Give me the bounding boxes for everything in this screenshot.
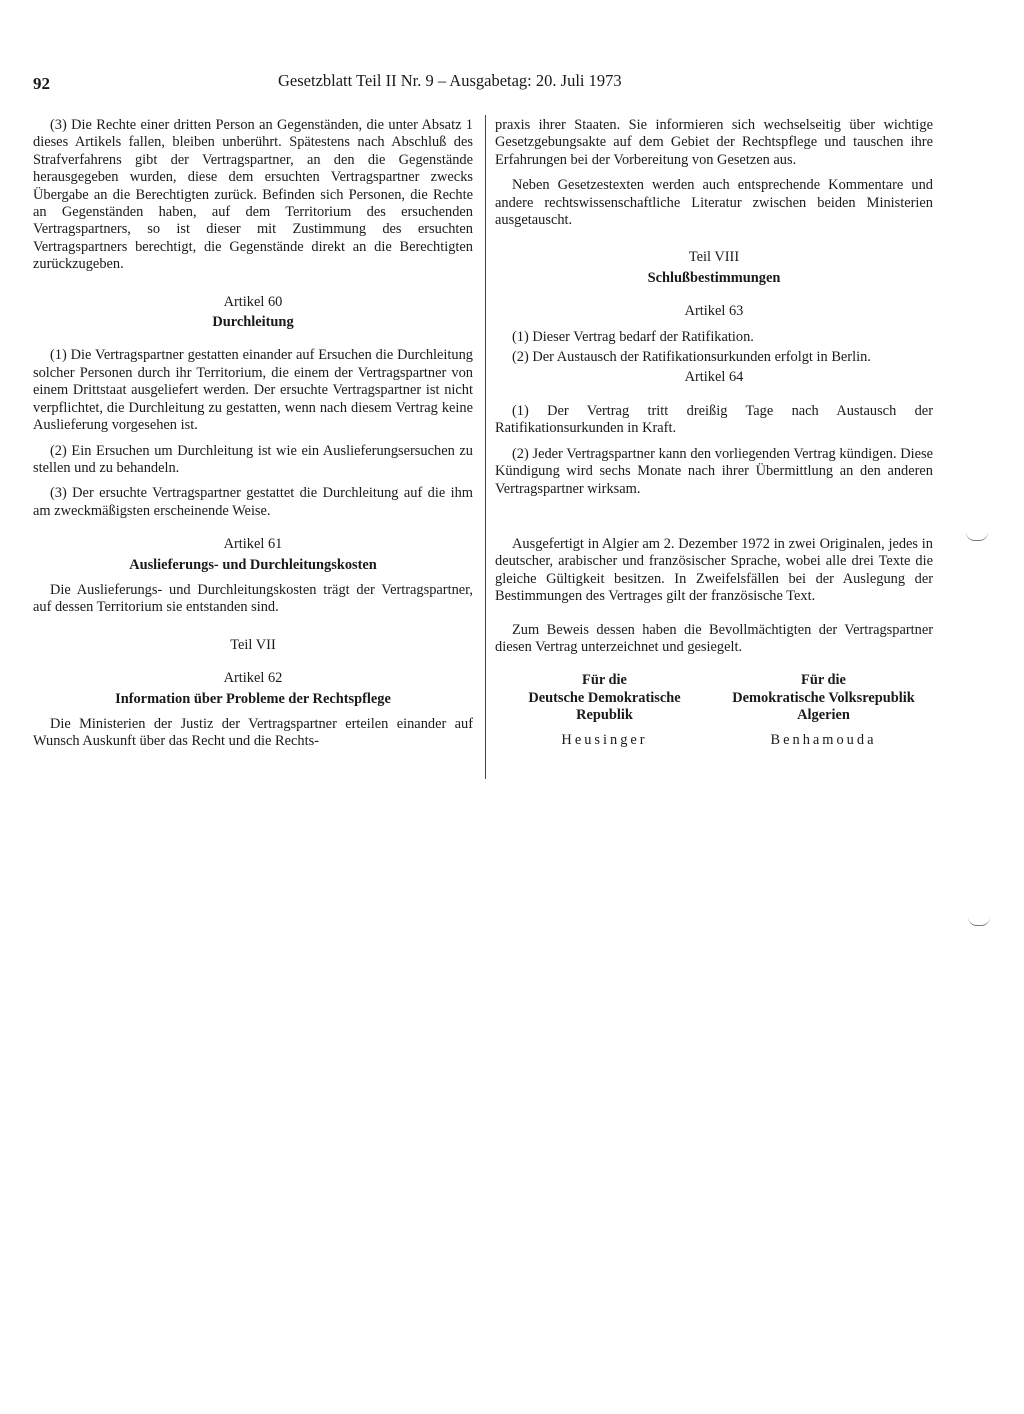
article-64-heading: Artikel 64 [684,369,744,386]
article-64-paragraph-1: (1) Der Vertrag tritt dreißig Tage nach Austausch der Ratifikationsurkunden in Kraft. [495,402,933,437]
column-divider [485,115,486,779]
article-64-paragraph-2: (2) Jeder Vertragspartner kann den vorliegenden Vertrag kündigen. Diese Kündigung wird sechs Monate nach ihrer Übermittlung an den anderen Vertragspartner wirksam. [495,445,933,497]
signature-blocks [495,672,933,749]
part-7-heading: Teil VII [230,636,276,653]
article-61-text: Die Auslieferungs- und Durchleitungskosten trägt der Vertragspartner, auf dessen Territorium sie entstanden sind. [33,581,473,616]
signatory-name: Heusinger [561,731,648,748]
left-column [33,117,473,751]
article-60-paragraph-1: (1) Die Vertragspartner gestatten einander auf Ersuchen die Durchleitung solcher Personen durch ihr Territorium, die einem der Vertragspartner von einem Drittstaat ausgeliefert werden. Der ersuchte Vertragspartner ist nicht verpflichtet, die Durchleitung zu gestatten, wenn nach diesem Vertrag keine Auslieferung vorgesehen ist. [33,347,473,434]
article-62-text-continued: praxis ihrer Staaten. Sie informieren sich wechselseitig über wichtige Gesetzgebungsakte auf dem Gebiet der Rechtspflege und tauschen ihre Erfahrungen bei der Vorbereitung von Gesetzen aus. [495,117,933,168]
scan-mark [966,532,988,541]
article-61-title: Auslieferungs- und Durchleitungskosten [129,556,377,573]
signatory-name: Benhamouda [770,731,877,748]
article-63-paragraph-1: (1) Dieser Vertrag bedarf der Ratifikation. [512,328,754,345]
article-62-heading: Artikel 62 [223,670,283,687]
article-62-title: Information über Probleme der Rechtspflege [115,690,391,707]
signature-block-gdr [505,672,705,749]
scan-mark [968,917,990,926]
right-column [495,117,933,749]
article-61-heading: Artikel 61 [223,536,283,553]
article-60-title: Durchleitung [212,314,294,331]
part-8-title: Schlußbestimmungen [647,269,781,286]
article-59-paragraph-3: (3) Die Rechte einer dritten Person an Gegenständen, die unter Absatz 1 dieses Artikels fallen, bleiben unberührt. Spätestens nach Abschluß des Strafverfahrens gibt der Vertragspartner, an den die Gegenstände herausgegeben wurden, diese dem ersuchten Vertragspartner zwecks Übergabe an die Berechtigten zurück. Befinden sich Personen, die Rechte an Gegenständen haben, auf dem Territorium des ersuchenden Vertragspartners, so ist dieser mit Zustimmung des ersuchten Vertragspartners berechtigt, die Gegenstände direkt an die Berechtigten zurückzugeben. [33,117,473,273]
article-62-text-start: Die Ministerien der Justiz der Vertragspartner erteilen einander auf Wunsch Auskunft über das Recht und die Rechts- [33,715,473,750]
party-line-3: Algerien [797,707,850,724]
article-63-paragraph-2: (2) Der Austausch der Ratifikationsurkunden erfolgt in Berlin. [512,349,871,366]
article-63-heading: Artikel 63 [684,303,744,320]
party-line-3: Republik [576,707,633,724]
party-line-2: Demokratische Volksrepublik [732,689,915,706]
witness-clause: Zum Beweis dessen haben die Bevollmächtigten der Vertragspartner diesen Vertrag unterzeichnet und gesiegelt. [495,621,933,655]
page-number: 92 [33,74,50,93]
running-head: Gesetzblatt Teil II Nr. 9 – Ausgabetag: 20. Juli 1973 [278,71,622,90]
article-60-paragraph-3: (3) Der ersuchte Vertragspartner gestattet die Durchleitung auf die ihm am zweckmäßigsten erscheinende Weise. [33,485,473,519]
part-8-heading: Teil VIII [688,249,740,266]
closing-formula: Ausgefertigt in Algier am 2. Dezember 1972 in zwei Originalen, jedes in deutscher, arabischer und französischer Sprache, wobei alle drei Texte die gleiche Gültigkeit besitzen. In Zweifelsfällen bei der Auslegung der Bestimmungen des Vertrages gilt der französische Text. [495,535,933,605]
party-line-1: Für die [801,672,846,689]
article-60-paragraph-2: (2) Ein Ersuchen um Durchleitung ist wie ein Auslieferungsersuchen zu stellen und zu behandeln. [33,442,473,476]
party-line-2: Deutsche Demokratische [528,689,681,706]
party-line-1: Für die [582,672,627,689]
signature-block-algeria [724,672,924,749]
article-60-heading: Artikel 60 [223,293,283,310]
article-62-text-2: Neben Gesetzestexten werden auch entsprechende Kommentare und andere rechtswissenschaftliche Literatur zwischen beiden Ministerien ausgetauscht. [495,177,933,229]
